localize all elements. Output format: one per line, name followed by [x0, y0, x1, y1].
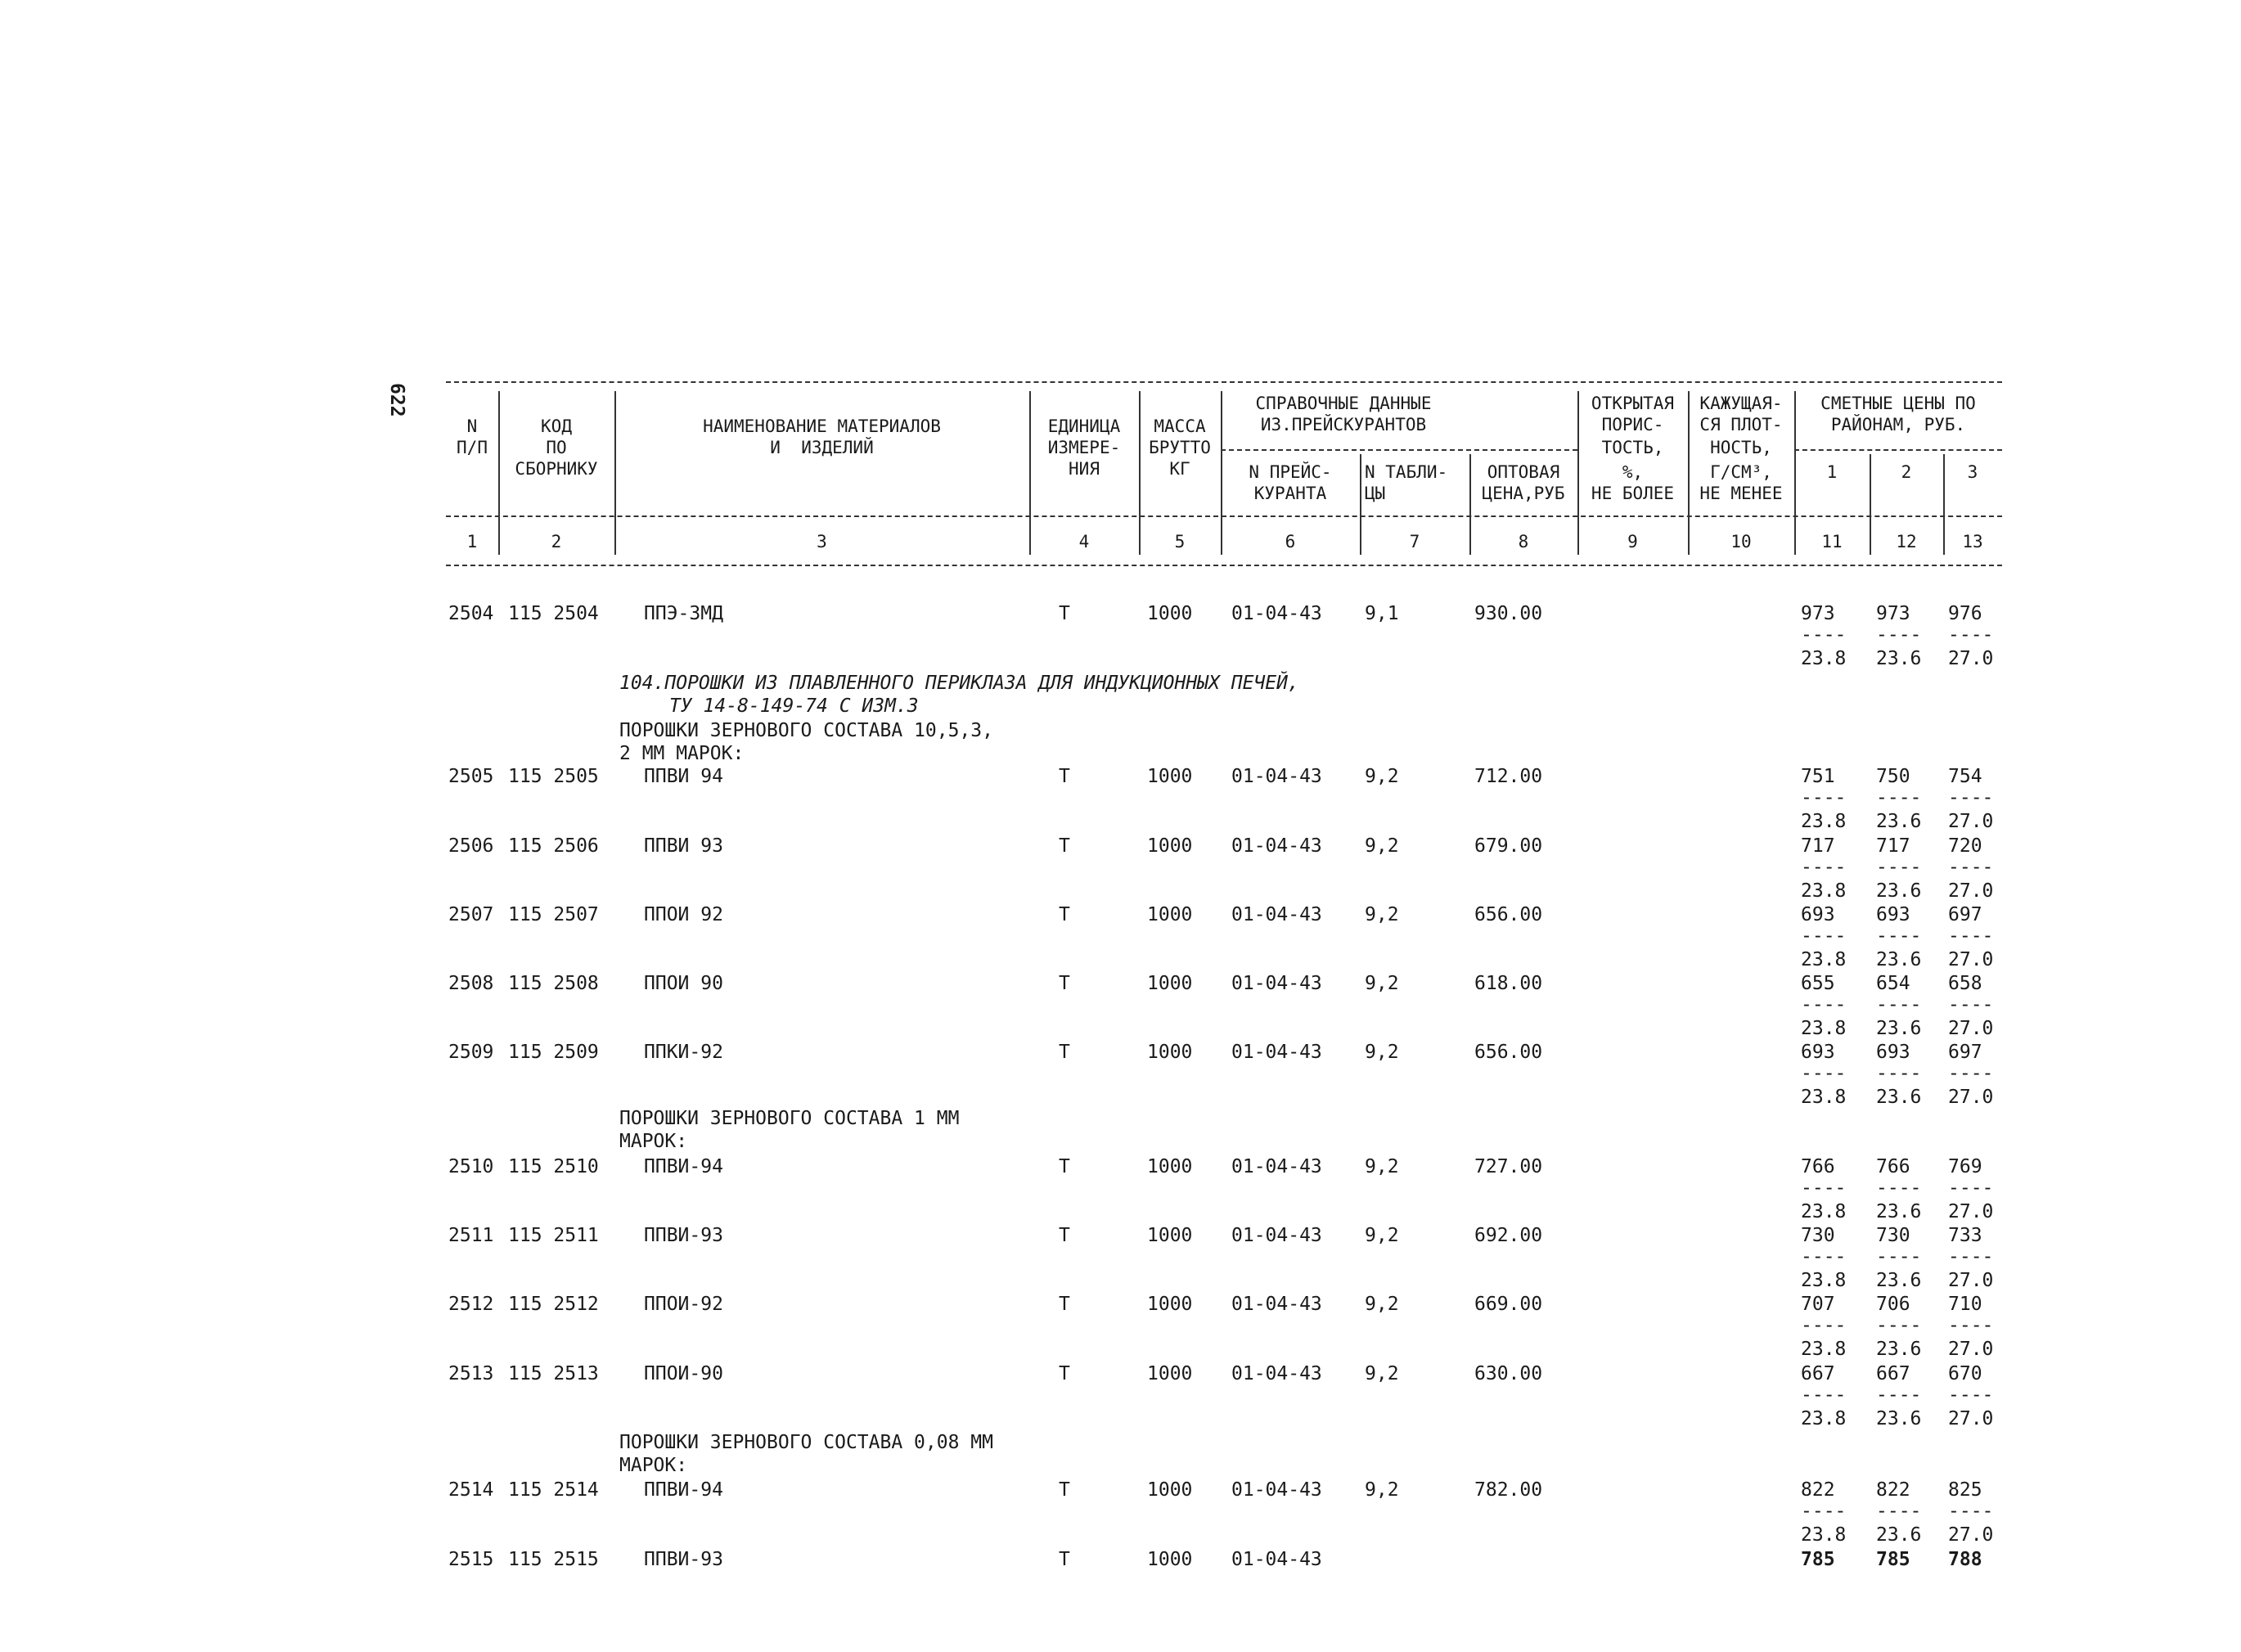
row-2508-q3: 27.0 [1948, 1018, 1994, 1039]
row-2514-q1: 23.8 [1801, 1524, 1847, 1546]
row-2514-p3: 825 [1948, 1479, 1982, 1501]
row-2513-q2: 23.6 [1876, 1408, 1922, 1429]
row-2512-code: 115 2512 [508, 1294, 599, 1315]
header-bottom-rule [446, 565, 2002, 566]
row-2514-q2: 23.6 [1876, 1524, 1922, 1546]
hdr-price-group-l1: СМЕТНЫЕ ЦЕНЫ ПО [1820, 394, 1976, 413]
hdr-c10-l3: НОСТЬ, [1710, 438, 1772, 457]
header-top-rule [446, 381, 2002, 383]
row-2513-q3-dash: ---- [1948, 1384, 1994, 1406]
row-2515-n: 2515 [448, 1549, 494, 1570]
hdr-c8-l1: ОПТОВАЯ [1487, 462, 1560, 482]
group-heading-3-l2: МАРОК: [619, 1455, 688, 1476]
row-2509-price: 656.00 [1474, 1042, 1543, 1063]
row-2504-q1: 23.8 [1801, 648, 1847, 669]
row-2514-p2: 822 [1876, 1479, 1910, 1501]
row-2511-pk: 01-04-43 [1231, 1225, 1322, 1246]
row-2514-name: ППВИ-94 [644, 1479, 723, 1501]
row-2512-name: ППОИ-92 [644, 1294, 723, 1315]
price-subrule [1794, 449, 2002, 451]
row-2515-pk: 01-04-43 [1231, 1549, 1322, 1570]
row-2512-q3-dash: ---- [1948, 1315, 1994, 1336]
row-2508-p3: 658 [1948, 973, 1982, 994]
hdr-c1-l2: П/П [457, 438, 488, 457]
row-2512-q2-dash: ---- [1876, 1315, 1922, 1336]
row-2512-q2: 23.6 [1876, 1339, 1922, 1360]
row-2506-unit: Т [1059, 835, 1070, 857]
row-2512-p1: 707 [1801, 1294, 1835, 1315]
row-2514-pk: 01-04-43 [1231, 1479, 1322, 1501]
row-2509-name: ППКИ-92 [644, 1042, 723, 1063]
row-2507-price: 656.00 [1474, 904, 1543, 925]
row-2514-q3-dash: ---- [1948, 1501, 1994, 1522]
hdr-c2-l2: ПО [546, 438, 567, 457]
hdr-c4-l1: ЕДИНИЦА [1047, 416, 1121, 436]
row-2507-name: ППОИ 92 [644, 904, 723, 925]
row-2507-q3: 27.0 [1948, 949, 1994, 970]
row-2505-p3: 754 [1948, 766, 1982, 787]
row-2507-pk: 01-04-43 [1231, 904, 1322, 925]
row-2511-tab: 9,2 [1365, 1225, 1399, 1246]
row-2509-code: 115 2509 [508, 1042, 599, 1063]
colnum-4: 4 [1078, 532, 1090, 551]
row-2511-mass: 1000 [1147, 1225, 1193, 1246]
row-2514-n: 2514 [448, 1479, 494, 1501]
row-2508-q2: 23.6 [1876, 1018, 1922, 1039]
row-2505-pk: 01-04-43 [1231, 766, 1322, 787]
row-2512-p3: 710 [1948, 1294, 1982, 1315]
row-2504-pk: 01-04-43 [1231, 603, 1322, 624]
hdr-region-3: 3 [1967, 462, 1978, 482]
row-2510-mass: 1000 [1147, 1156, 1193, 1177]
hdr-c5-l1: МАССА [1154, 416, 1206, 436]
row-2506-p3: 720 [1948, 835, 1982, 857]
row-2510-q2: 23.6 [1876, 1201, 1922, 1222]
row-2506-code: 115 2506 [508, 835, 599, 857]
row-2509-q2: 23.6 [1876, 1087, 1922, 1108]
row-2514-p1: 822 [1801, 1479, 1835, 1501]
row-2510-q3: 27.0 [1948, 1201, 1994, 1222]
row-2511-q2-dash: ---- [1876, 1246, 1922, 1267]
hdr-c4-l3: НИЯ [1069, 459, 1100, 479]
row-2506-p1: 717 [1801, 835, 1835, 857]
row-2504-unit: Т [1059, 603, 1070, 624]
hdr-c7-l2: ЦЫ [1365, 484, 1386, 503]
row-2506-q1: 23.8 [1801, 880, 1847, 902]
row-2509-q1-dash: ---- [1801, 1063, 1847, 1084]
row-2513-tab: 9,2 [1365, 1363, 1399, 1384]
row-2511-unit: Т [1059, 1225, 1070, 1246]
page-number: 622 [386, 383, 407, 417]
hdr-c10-l5: НЕ МЕНЕЕ [1699, 484, 1783, 503]
row-2507-p1: 693 [1801, 904, 1835, 925]
row-2507-unit: Т [1059, 904, 1070, 925]
row-2513-p2: 667 [1876, 1363, 1910, 1384]
row-2504-tab: 9,1 [1365, 603, 1399, 624]
row-2508-q1: 23.8 [1801, 1018, 1847, 1039]
hdr-c10-l4: Г/СМ³, [1710, 462, 1772, 482]
row-2510-p1: 766 [1801, 1156, 1835, 1177]
colnum-10: 10 [1730, 532, 1752, 551]
row-2507-q1-dash: ---- [1801, 925, 1847, 947]
row-2512-q1: 23.8 [1801, 1339, 1847, 1360]
row-2513-unit: Т [1059, 1363, 1070, 1384]
row-2515-p2: 785 [1876, 1549, 1910, 1570]
colnum-1: 1 [466, 532, 478, 551]
row-2510-n: 2510 [448, 1156, 494, 1177]
row-2507-q2: 23.6 [1876, 949, 1922, 970]
hdr-c1-l1: N [466, 416, 478, 436]
row-2513-q2-dash: ---- [1876, 1384, 1922, 1406]
row-2513-name: ППОИ-90 [644, 1363, 723, 1384]
row-2515-mass: 1000 [1147, 1549, 1193, 1570]
row-2514-tab: 9,2 [1365, 1479, 1399, 1501]
colnum-3: 3 [817, 532, 827, 551]
row-2509-q1: 23.8 [1801, 1087, 1847, 1108]
row-2511-q1: 23.8 [1801, 1270, 1847, 1291]
row-2507-p2: 693 [1876, 904, 1910, 925]
row-2504-mass: 1000 [1147, 603, 1193, 624]
hdr-c9-l3: ТОСТЬ, [1601, 438, 1664, 457]
row-2508-n: 2508 [448, 973, 494, 994]
row-2513-mass: 1000 [1147, 1363, 1193, 1384]
row-2504-p2: 973 [1876, 603, 1910, 624]
row-2504-n: 2504 [448, 603, 494, 624]
colnum-5: 5 [1174, 532, 1186, 551]
row-2512-q3: 27.0 [1948, 1339, 1994, 1360]
row-2514-unit: Т [1059, 1479, 1070, 1501]
row-2510-q1-dash: ---- [1801, 1177, 1847, 1199]
row-2510-q1: 23.8 [1801, 1201, 1847, 1222]
row-2513-pk: 01-04-43 [1231, 1363, 1322, 1384]
row-2509-tab: 9,2 [1365, 1042, 1399, 1063]
row-2506-n: 2506 [448, 835, 494, 857]
row-2506-q2: 23.6 [1876, 880, 1922, 902]
hdr-ref-group-l1: СПРАВОЧНЫЕ ДАННЫЕ [1255, 394, 1432, 413]
row-2510-p2: 766 [1876, 1156, 1910, 1177]
row-2510-pk: 01-04-43 [1231, 1156, 1322, 1177]
row-2510-price: 727.00 [1474, 1156, 1543, 1177]
hdr-region-1: 1 [1826, 462, 1838, 482]
row-2509-q3-dash: ---- [1948, 1063, 1994, 1084]
row-2513-q1-dash: ---- [1801, 1384, 1847, 1406]
hdr-c7-l1: N ТАБЛИ- [1365, 462, 1448, 482]
hdr-c2-l3: СБОРНИКУ [515, 459, 598, 479]
group-heading-1-l2: 2 ММ МАРОК: [619, 743, 745, 764]
row-2509-p3: 697 [1948, 1042, 1982, 1063]
group-heading-2-l2: МАРОК: [619, 1131, 688, 1152]
row-2511-q3-dash: ---- [1948, 1246, 1994, 1267]
row-2508-code: 115 2508 [508, 973, 599, 994]
row-2506-tab: 9,2 [1365, 835, 1399, 857]
row-2506-q1-dash: ---- [1801, 857, 1847, 878]
row-2507-p3: 697 [1948, 904, 1982, 925]
row-2513-price: 630.00 [1474, 1363, 1543, 1384]
row-2509-p1: 693 [1801, 1042, 1835, 1063]
row-2511-p3: 733 [1948, 1225, 1982, 1246]
row-2511-name: ППВИ-93 [644, 1225, 723, 1246]
hdr-region-2: 2 [1901, 462, 1912, 482]
row-2505-q1: 23.8 [1801, 811, 1847, 832]
row-2508-q3-dash: ---- [1948, 994, 1994, 1015]
row-2506-pk: 01-04-43 [1231, 835, 1322, 857]
row-2508-p2: 654 [1876, 973, 1910, 994]
row-2507-mass: 1000 [1147, 904, 1193, 925]
row-2507-q1: 23.8 [1801, 949, 1847, 970]
group-heading-1-l1: ПОРОШКИ ЗЕРНОВОГО СОСТАВА 10,5,3, [619, 720, 993, 741]
row-2505-q3-dash: ---- [1948, 787, 1994, 808]
row-2505-price: 712.00 [1474, 766, 1543, 787]
row-2512-n: 2512 [448, 1294, 494, 1315]
row-2515-unit: Т [1059, 1549, 1070, 1570]
row-2507-q3-dash: ---- [1948, 925, 1994, 947]
row-2510-q3-dash: ---- [1948, 1177, 1994, 1199]
row-2508-name: ППОИ 90 [644, 973, 723, 994]
colnum-12: 12 [1896, 532, 1917, 551]
row-2506-mass: 1000 [1147, 835, 1193, 857]
row-2511-n: 2511 [448, 1225, 494, 1246]
row-2510-unit: Т [1059, 1156, 1070, 1177]
row-2505-name: ППВИ 94 [644, 766, 723, 787]
row-2506-price: 679.00 [1474, 835, 1543, 857]
row-2505-mass: 1000 [1147, 766, 1193, 787]
row-2512-mass: 1000 [1147, 1294, 1193, 1315]
row-2511-p1: 730 [1801, 1225, 1835, 1246]
row-2515-name: ППВИ-93 [644, 1549, 723, 1570]
row-2512-p2: 706 [1876, 1294, 1910, 1315]
row-2504-p1: 973 [1801, 603, 1835, 624]
hdr-ref-group-l2: ИЗ.ПРЕЙСКУРАНТОВ [1260, 415, 1427, 434]
group-heading-2-l1: ПОРОШКИ ЗЕРНОВОГО СОСТАВА 1 ММ [619, 1108, 960, 1129]
row-2508-mass: 1000 [1147, 973, 1193, 994]
row-2514-price: 782.00 [1474, 1479, 1543, 1501]
row-2512-pk: 01-04-43 [1231, 1294, 1322, 1315]
row-2513-p1: 667 [1801, 1363, 1835, 1384]
hdr-c9-l5: НЕ БОЛЕЕ [1591, 484, 1675, 503]
group-heading-3-l1: ПОРОШКИ ЗЕРНОВОГО СОСТАВА 0,08 ММ [619, 1432, 993, 1453]
row-2504-p3: 976 [1948, 603, 1982, 624]
hdr-c6-l2: КУРАНТА [1253, 484, 1327, 503]
row-2513-q3: 27.0 [1948, 1408, 1994, 1429]
row-2514-mass: 1000 [1147, 1479, 1193, 1501]
row-2509-mass: 1000 [1147, 1042, 1193, 1063]
row-2507-q2-dash: ---- [1876, 925, 1922, 947]
row-2504-q1-dash: ---- [1801, 624, 1847, 646]
row-2506-q3: 27.0 [1948, 880, 1994, 902]
hdr-c9-l1: ОТКРЫТАЯ [1591, 394, 1675, 413]
row-2505-n: 2505 [448, 766, 494, 787]
row-2506-q2-dash: ---- [1876, 857, 1922, 878]
row-2504-code: 115 2504 [508, 603, 599, 624]
row-2510-tab: 9,2 [1365, 1156, 1399, 1177]
hdr-c2-l1: КОД [541, 416, 572, 436]
row-2510-name: ППВИ-94 [644, 1156, 723, 1177]
hdr-price-group-l2: РАЙОНАМ, РУБ. [1830, 415, 1966, 434]
colnum-7: 7 [1409, 532, 1420, 551]
row-2515-p1: 785 [1801, 1549, 1835, 1570]
row-2511-code: 115 2511 [508, 1225, 599, 1246]
row-2513-n: 2513 [448, 1363, 494, 1384]
row-2511-q3: 27.0 [1948, 1270, 1994, 1291]
row-2515-p3: 788 [1948, 1549, 1982, 1570]
row-2505-q2: 23.6 [1876, 811, 1922, 832]
section-subtitle: ТУ 14-8-149-74 С ИЗМ.3 [669, 695, 919, 717]
row-2505-p1: 751 [1801, 766, 1835, 787]
row-2507-tab: 9,2 [1365, 904, 1399, 925]
hdr-c5-l3: КГ [1169, 459, 1190, 479]
colnum-11: 11 [1821, 532, 1843, 551]
hdr-c6-l1: N ПРЕЙС- [1249, 462, 1332, 482]
row-2504-price: 930.00 [1474, 603, 1543, 624]
row-2504-q2: 23.6 [1876, 648, 1922, 669]
row-2504-q2-dash: ---- [1876, 624, 1922, 646]
colnum-8: 8 [1518, 532, 1529, 551]
row-2512-tab: 9,2 [1365, 1294, 1399, 1315]
row-2510-p3: 769 [1948, 1156, 1982, 1177]
hdr-c3-l1: НАИМЕНОВАНИЕ МАТЕРИАЛОВ [703, 416, 941, 436]
hdr-c8-l2: ЦЕНА,РУБ [1482, 484, 1565, 503]
row-2509-n: 2509 [448, 1042, 494, 1063]
hdr-c9-l4: %, [1622, 462, 1644, 482]
row-2506-q3-dash: ---- [1948, 857, 1994, 878]
colnum-9: 9 [1627, 532, 1638, 551]
row-2511-q1-dash: ---- [1801, 1246, 1847, 1267]
row-2505-q3: 27.0 [1948, 811, 1994, 832]
header-mid-rule [446, 515, 2002, 517]
row-2506-name: ППВИ 93 [644, 835, 723, 857]
row-2507-n: 2507 [448, 904, 494, 925]
row-2512-price: 669.00 [1474, 1294, 1543, 1315]
row-2505-p2: 750 [1876, 766, 1910, 787]
row-2505-q1-dash: ---- [1801, 787, 1847, 808]
row-2505-tab: 9,2 [1365, 766, 1399, 787]
row-2514-code: 115 2514 [508, 1479, 599, 1501]
row-2509-q2-dash: ---- [1876, 1063, 1922, 1084]
row-2510-code: 115 2510 [508, 1156, 599, 1177]
row-2504-q3-dash: ---- [1948, 624, 1994, 646]
hdr-c9-l2: ПОРИС- [1601, 415, 1664, 434]
row-2509-q3: 27.0 [1948, 1087, 1994, 1108]
row-2508-tab: 9,2 [1365, 973, 1399, 994]
row-2512-q1-dash: ---- [1801, 1315, 1847, 1336]
row-2508-q1-dash: ---- [1801, 994, 1847, 1015]
row-2508-q2-dash: ---- [1876, 994, 1922, 1015]
row-2514-q3: 27.0 [1948, 1524, 1994, 1546]
hdr-c4-l2: ИЗМЕРЕ- [1047, 438, 1121, 457]
row-2513-code: 115 2513 [508, 1363, 599, 1384]
colnum-2: 2 [551, 532, 562, 551]
row-2505-unit: Т [1059, 766, 1070, 787]
hdr-c10-l2: СЯ ПЛОТ- [1699, 415, 1783, 434]
row-2509-pk: 01-04-43 [1231, 1042, 1322, 1063]
row-2513-q1: 23.8 [1801, 1408, 1847, 1429]
row-2505-code: 115 2505 [508, 766, 599, 787]
row-2508-price: 618.00 [1474, 973, 1543, 994]
row-2510-q2-dash: ---- [1876, 1177, 1922, 1199]
row-2505-q2-dash: ---- [1876, 787, 1922, 808]
row-2508-p1: 655 [1801, 973, 1835, 994]
row-2511-q2: 23.6 [1876, 1270, 1922, 1291]
row-2511-p2: 730 [1876, 1225, 1910, 1246]
row-2511-price: 692.00 [1474, 1225, 1543, 1246]
row-2508-pk: 01-04-43 [1231, 973, 1322, 994]
row-2515-code: 115 2515 [508, 1549, 599, 1570]
row-2507-code: 115 2507 [508, 904, 599, 925]
hdr-c5-l2: БРУТТО [1149, 438, 1211, 457]
row-2506-p2: 717 [1876, 835, 1910, 857]
colnum-13: 13 [1962, 532, 1983, 551]
section-title: 104.ПОРОШКИ ИЗ ПЛАВЛЕННОГО ПЕРИКЛАЗА ДЛЯ ИНДУКЦИОННЫХ ПЕЧЕЙ, [619, 673, 1299, 694]
row-2509-unit: Т [1059, 1042, 1070, 1063]
row-2512-unit: Т [1059, 1294, 1070, 1315]
row-2513-p3: 670 [1948, 1363, 1982, 1384]
row-2509-p2: 693 [1876, 1042, 1910, 1063]
row-2508-unit: Т [1059, 973, 1070, 994]
hdr-c3-l2: И ИЗДЕЛИЙ [770, 438, 874, 457]
hdr-c10-l1: КАЖУЩАЯ- [1699, 394, 1783, 413]
row-2514-q1-dash: ---- [1801, 1501, 1847, 1522]
row-2504-name: ППЭ-3МД [644, 603, 723, 624]
ref-subrule [1221, 449, 1577, 451]
row-2504-q3: 27.0 [1948, 648, 1994, 669]
colnum-6: 6 [1285, 532, 1296, 551]
row-2514-q2-dash: ---- [1876, 1501, 1922, 1522]
